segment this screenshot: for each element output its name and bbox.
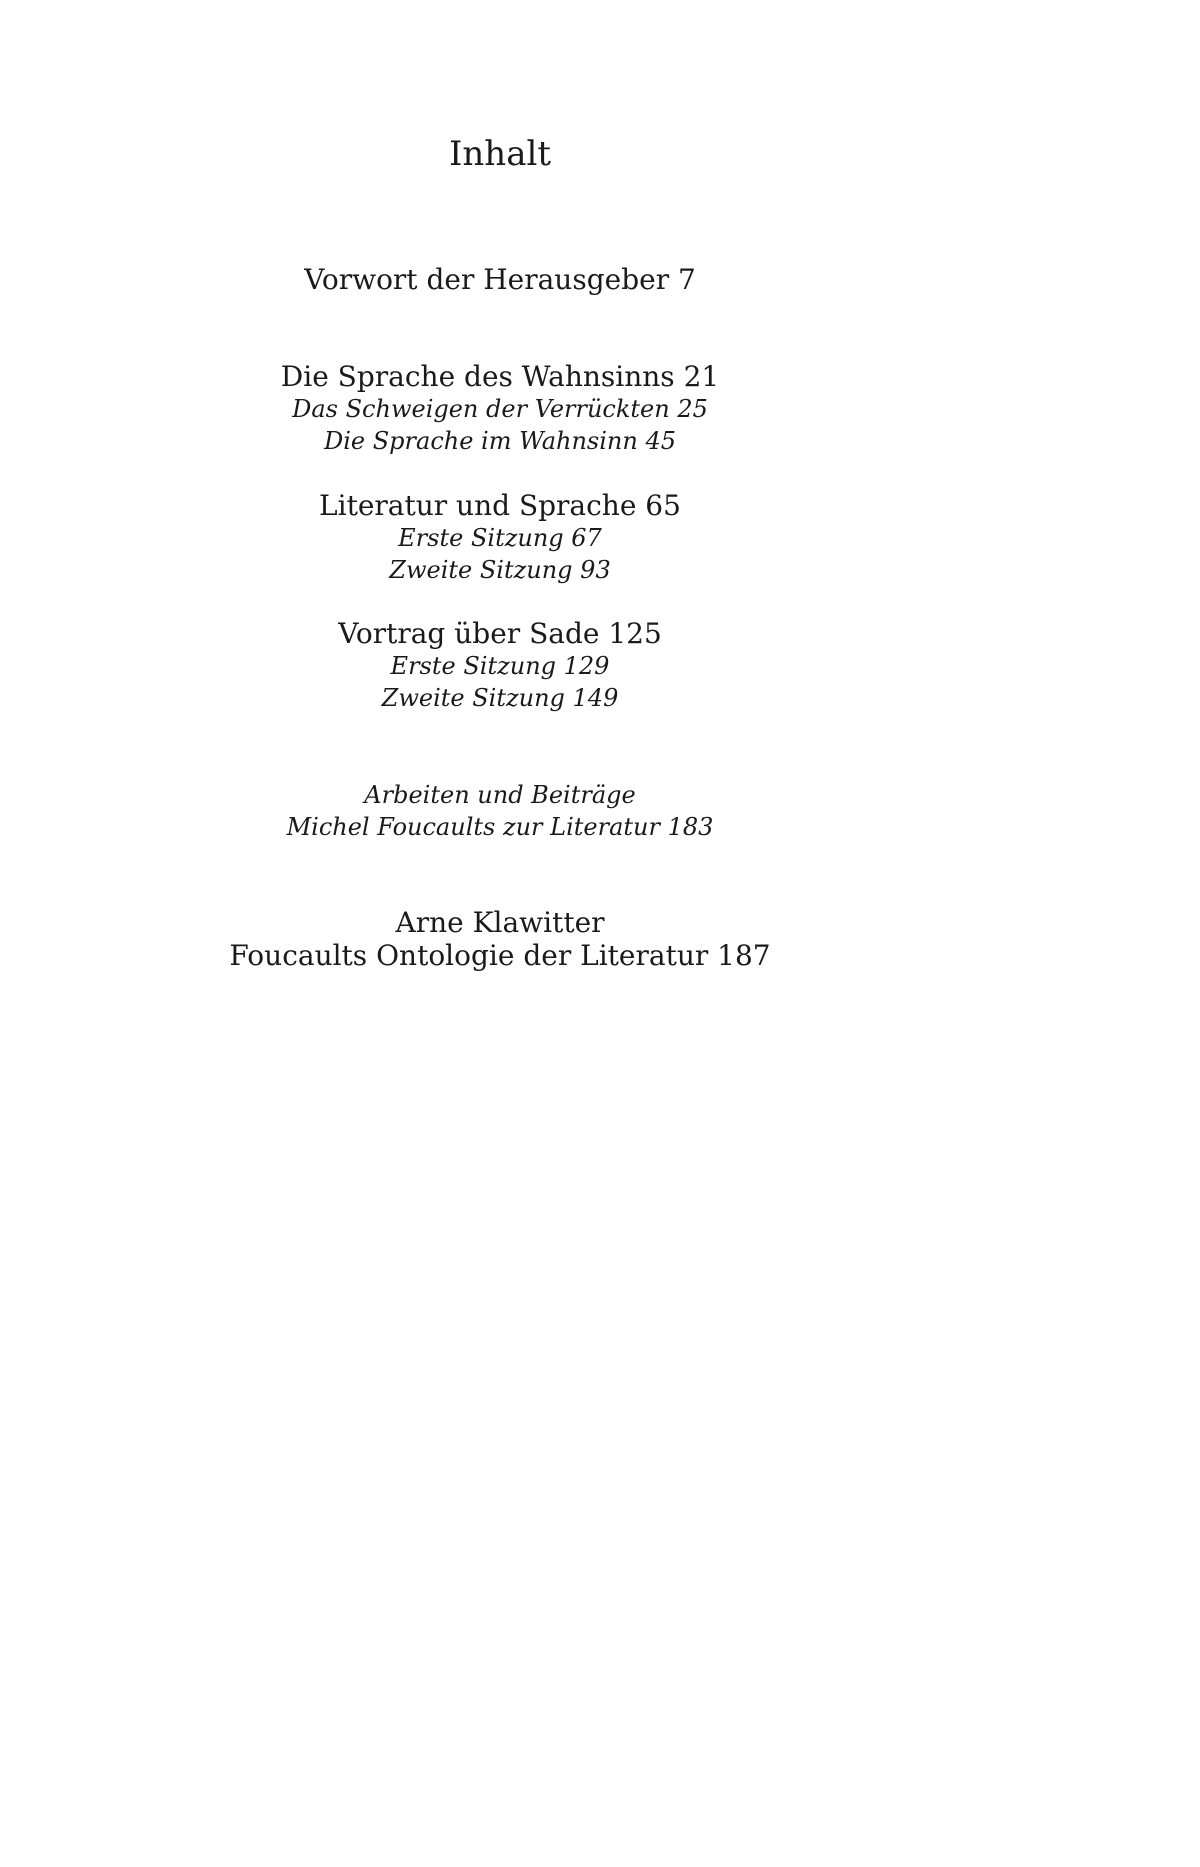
toc-subentry-erste-sitzung-2: Erste Sitzung 129: [390, 652, 610, 680]
toc-entry-literatur-sprache: Literatur und Sprache 65: [319, 489, 681, 522]
toc-entry-sprache-wahnsinn: Die Sprache des Wahnsinns 21: [280, 360, 720, 393]
toc-subentry-sprache-im-wahnsinn: Die Sprache im Wahnsinn 45: [323, 427, 676, 455]
toc-entry-vorwort: Vorwort der Herausgeber 7: [304, 263, 696, 296]
toc-entry-arbeiten-line2: Michel Foucaults zur Literatur 183: [286, 813, 714, 841]
toc-entry-klawitter-author: Arne Klawitter: [395, 906, 605, 939]
page-title: Inhalt: [448, 134, 552, 174]
toc-subentry-zweite-sitzung-1: Zweite Sitzung 93: [389, 556, 611, 584]
toc-entry-sade: Vortrag über Sade 125: [338, 617, 662, 650]
toc-subentry-zweite-sitzung-2: Zweite Sitzung 149: [381, 684, 619, 712]
toc-entry-arbeiten-line1: Arbeiten und Beiträge: [364, 781, 636, 809]
toc-subentry-erste-sitzung-1: Erste Sitzung 67: [398, 524, 602, 552]
toc-subentry-schweigen: Das Schweigen der Verrückten 25: [292, 395, 708, 423]
toc-entry-klawitter-title: Foucaults Ontologie der Literatur 187: [229, 939, 771, 972]
